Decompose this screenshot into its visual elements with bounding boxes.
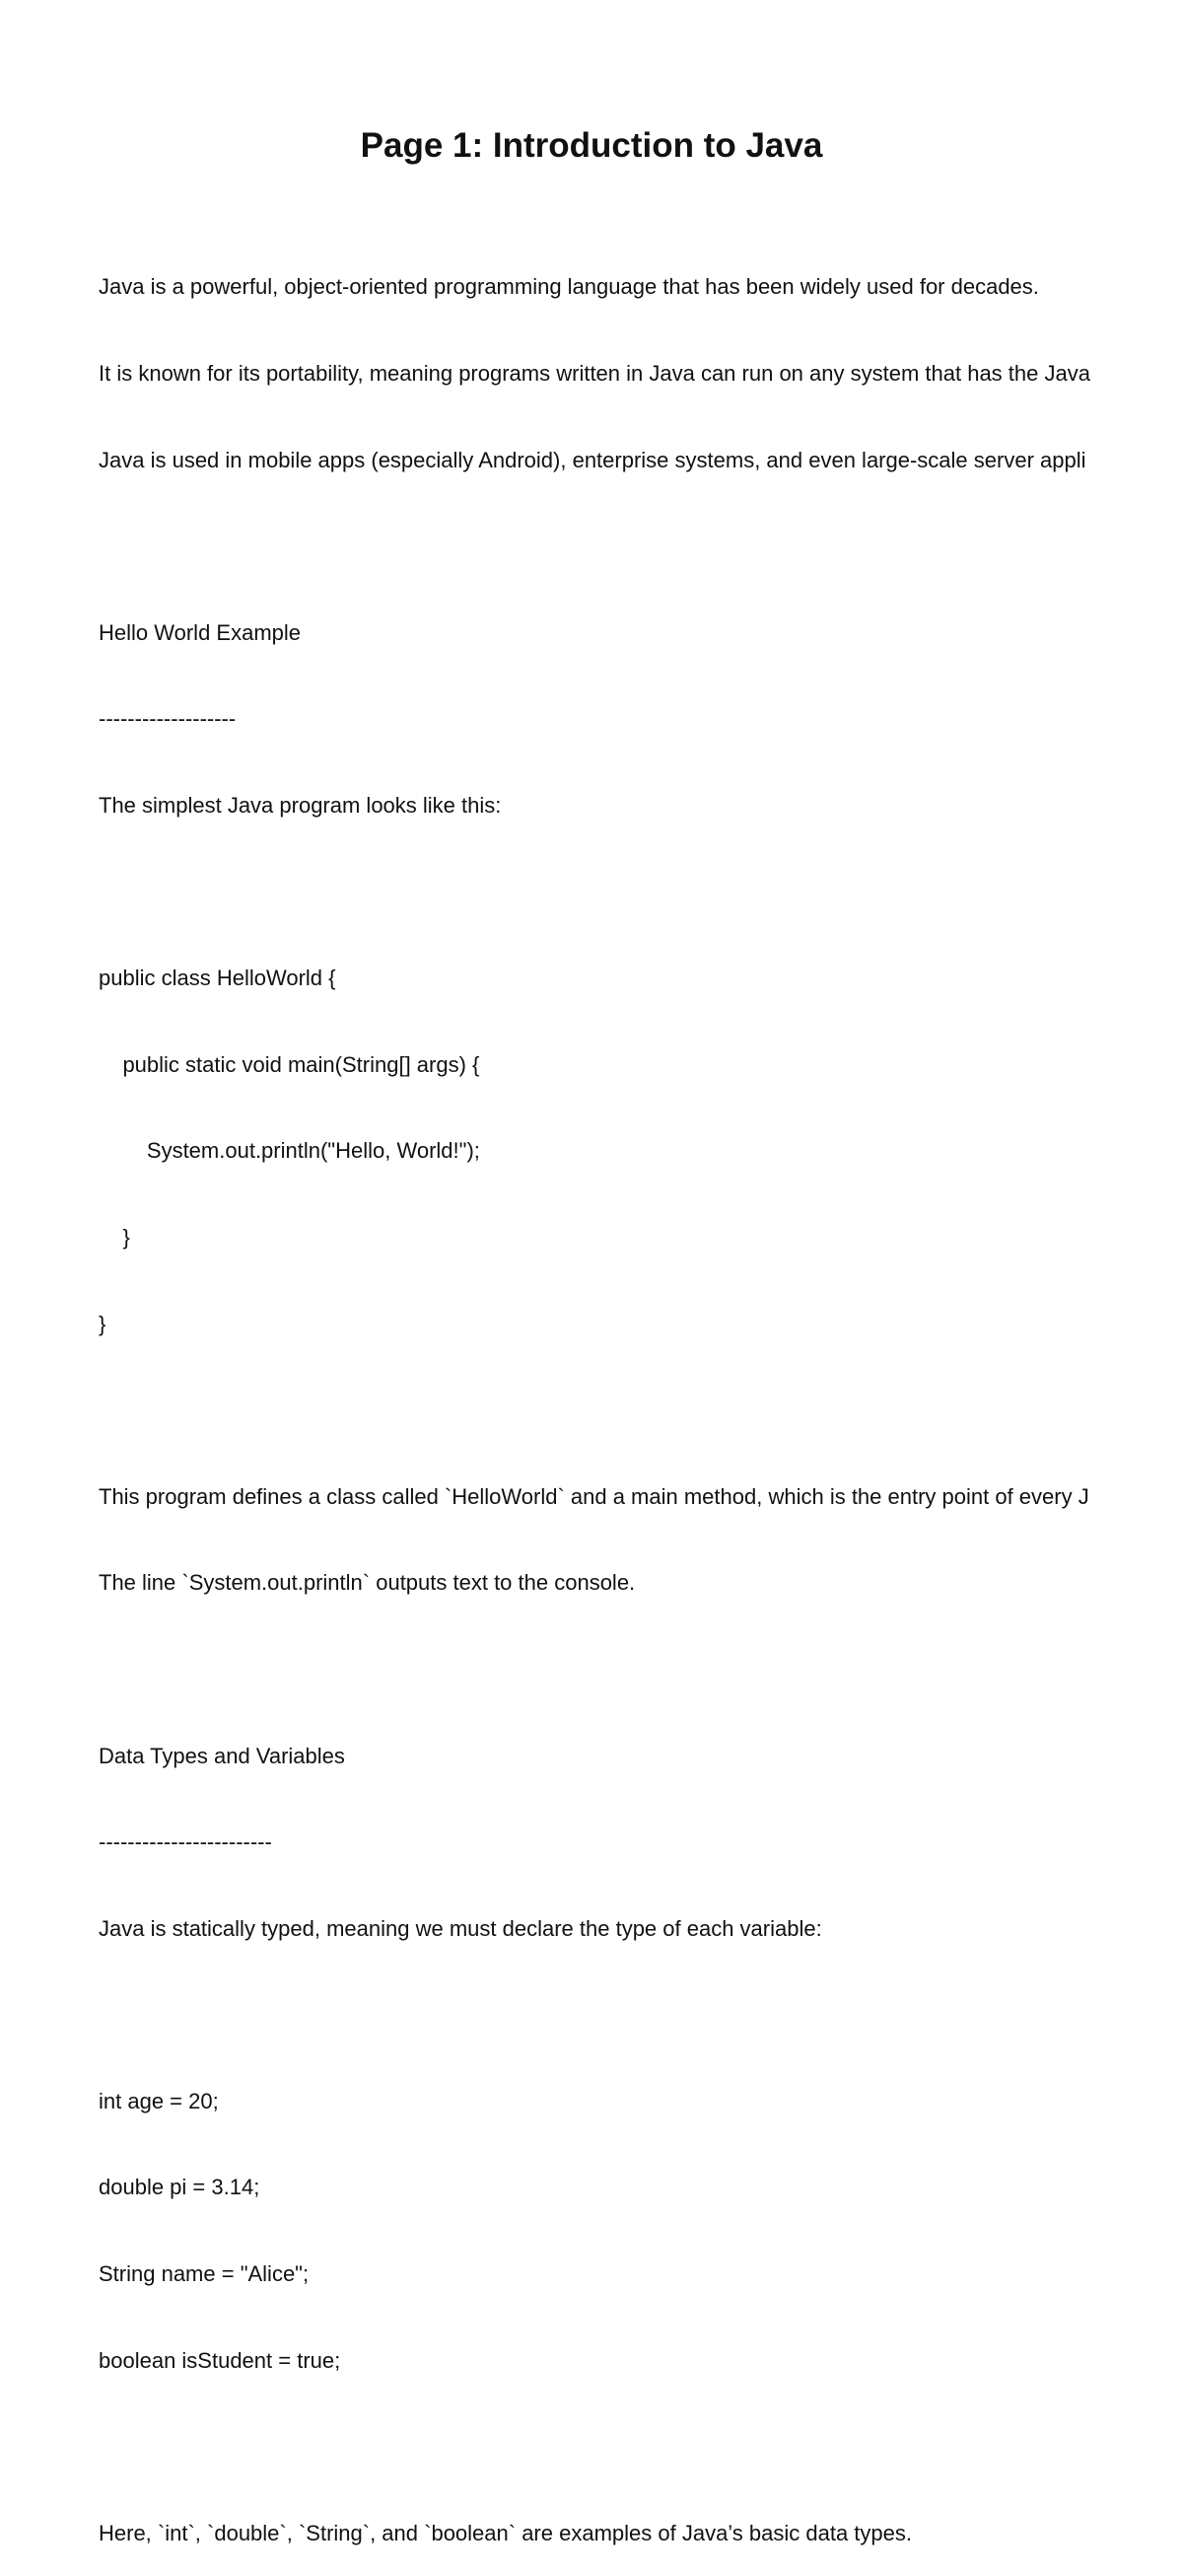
data-types-intro: Java is statically typed, meaning we must declare the type of each variable: — [99, 1915, 822, 1941]
section-heading-data-types: Data Types and Variables — [99, 1743, 345, 1768]
blank-line — [99, 1395, 1183, 1424]
code-line: int age = 20; — [99, 2088, 219, 2113]
section-heading-hello-world: Hello World Example — [99, 619, 302, 645]
explanation-line-2: The line `System.out.println` outputs text to the console. — [99, 1570, 636, 1596]
page-title: Page 1: Introduction to Java — [360, 126, 823, 165]
data-types-summary: Here, `int`, `double`, `String`, and `boolean` are examples of Java’s basic data types. — [99, 2520, 912, 2545]
section-underline: ------------------- — [99, 706, 237, 732]
blank-line — [99, 1655, 1183, 1683]
code-line: } — [99, 1311, 106, 1336]
intro-line-3: Java is used in mobile apps (especially Android), enterprise systems, and even large-scale server appli — [99, 447, 1086, 472]
blank-line — [99, 878, 1183, 906]
blank-line — [99, 532, 1183, 560]
explanation-line-1: This program defines a class called `HelloWorld` and a main method, which is the entry point of every J — [99, 1483, 1089, 1509]
code-line: public static void main(String[] args) { — [99, 1051, 480, 1077]
code-line: } — [99, 1224, 130, 1250]
hello-world-intro: The simplest Java program looks like this: — [99, 792, 502, 818]
blank-line — [99, 2432, 1183, 2461]
intro-line-2: It is known for its portability, meaning programs written in Java can run on any system that has the Java — [99, 361, 1090, 386]
blank-line — [99, 2000, 1183, 2029]
code-line: double pi = 3.14; — [99, 2175, 260, 2200]
code-line: String name = "Alice"; — [99, 2261, 310, 2287]
section-underline: ------------------------ — [99, 1829, 272, 1855]
intro-line-1: Java is a powerful, object-oriented programming language that has been widely used for decades. — [99, 274, 1039, 300]
code-line: System.out.println("Hello, World!"); — [99, 1138, 480, 1164]
code-line: boolean isStudent = true; — [99, 2347, 341, 2373]
document-body — [99, 215, 1183, 2576]
code-line: public class HelloWorld { — [99, 966, 336, 991]
